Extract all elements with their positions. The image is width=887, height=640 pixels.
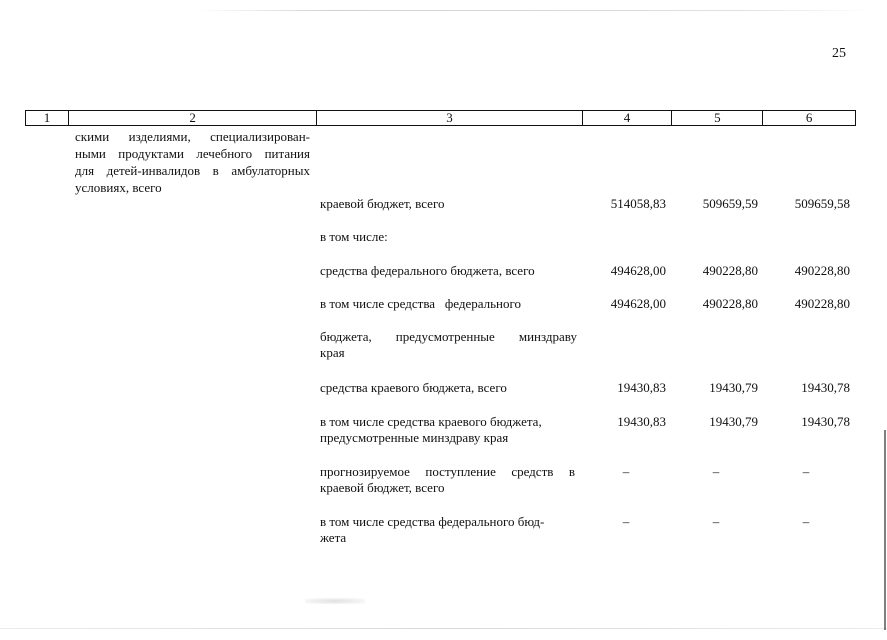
row-label: средства федерального бюджета, всего [320,263,535,278]
scan-smudge [305,598,365,604]
row-label: в том числе средства краевого бюджета, [320,414,542,429]
value-col-6: 19430,78 [801,414,850,429]
value-col-4: 19430,83 [617,380,666,395]
row-label-continued: предусмотренные минздраву края [320,430,509,445]
page-number: 25 [832,46,846,61]
scan-edge-bottom [0,628,887,629]
row-label-continued: края [320,345,345,360]
row-label: средства краевого бюджета, всего [320,380,507,395]
table-header-row [25,110,856,126]
row-label: краевой бюджет, всего [320,196,445,211]
item-description-line: скими изделиями, специализирован- [75,129,310,144]
header-col-3: 3 [317,111,582,125]
value-col-5: – [712,514,720,529]
value-col-5: – [712,464,720,479]
value-col-4: 19430,83 [617,414,666,429]
header-col-6: 6 [805,110,813,125]
value-col-6: 490228,80 [794,296,850,311]
value-col-4: – [622,514,630,529]
header-col-5: 5 [672,111,763,125]
scan-edge-right [884,430,886,630]
value-col-5: 19430,79 [709,414,758,429]
header-col-4: 4 [583,111,673,125]
value-col-4: 514058,83 [610,196,666,211]
row-label: в том числе средства федерального бюд- [320,514,545,529]
value-col-6: – [802,464,810,479]
value-col-5: 490228,80 [702,263,758,278]
item-description-line: условиях, всего [75,180,162,195]
value-col-4: 494628,00 [610,296,666,311]
header-col-2: 2 [69,111,317,125]
item-description-line: для детей-инвалидов в амбулаторных [75,163,310,178]
item-description [75,128,310,196]
value-col-6: – [802,514,810,529]
row-label-continued: краевой бюджет, всего [320,480,445,495]
value-col-5: 509659,59 [702,196,758,211]
row-label: прогнозируемое поступление средств в [320,464,575,479]
value-col-6: 490228,80 [794,263,850,278]
item-description-line: ными продуктами лечебного питания [75,146,310,161]
value-col-5: 19430,79 [709,380,758,395]
row-label: в том числе средства федерального [320,296,521,311]
row-label-continued: жета [320,530,347,545]
value-col-4: – [622,464,630,479]
row-label: в том числе: [320,229,388,244]
value-col-5: 490228,80 [702,296,758,311]
scan-edge-top [195,10,875,11]
header-col-1: 1 [26,111,69,125]
value-col-4: 494628,00 [610,263,666,278]
value-col-6: 19430,78 [801,380,850,395]
row-label: бюджета, предусмотренные минздраву [320,329,577,344]
value-col-6: 509659,58 [794,196,850,211]
